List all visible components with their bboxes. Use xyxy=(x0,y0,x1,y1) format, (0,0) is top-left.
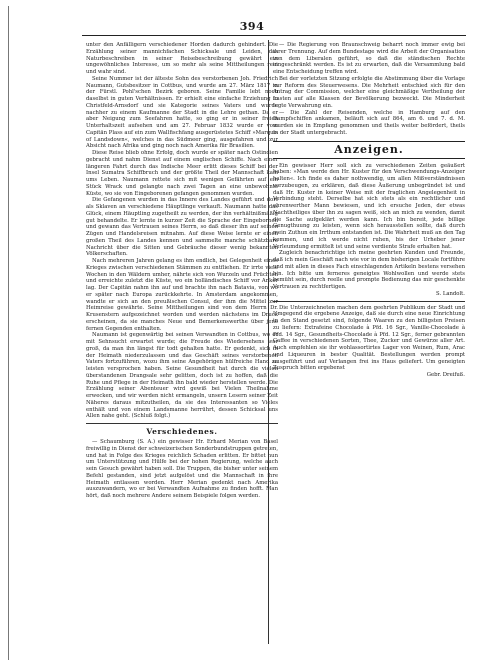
signature-1: S. Landolt. xyxy=(436,290,465,297)
column-divider xyxy=(268,40,269,644)
left-paragraph-4: Die Gefangenen wurden in das Innere des Landes geführt und dort als Sklaven an verschiedene Häuptlinge verkauft. Naumann hatte das Glück, einem Häuptling zugetheilt zu werden, der ihn verhältnißmäßig gut behandelte. Er lernte in kurzer Zeit die Sprache der Eingebornen und gewann das Vertrauen seines Herrn, so daß dieser ihn auf seinen Zügen und Handelsreisen mitnahm. Auf diese Weise lernte er einen großen Theil des Landes kennen und sammelte manche schätzbare Nachricht über die Sitten und Gebräuche dieser wenig bekannten Völkerschaften. xyxy=(86,197,278,258)
left-paragraph-2: Seine Nummer ist der älteste Sohn des verstorbenen Joh. Friedrich Naumann, Gutsbesitzer in Cottbus, und wurde am 27. März 1817 in der Fürstl. Pohl'schen Bezirk geboren. Seine Familie lebt noch daselbst in guten Verhältnissen. Er erhielt eine einfache Erziehung in Christfeld-Arnsdorf und sie Kategorie seines Vaters und wurde nachher zu einem Kaufmanne der Stadt in die Lehre gethan. Da er aber Neigung zum Seefahren hatte, so ging er in seiner freien Unterhaltszeit aufsehen und am 27. Februar 1832 wurde er vom Capitän Plass auf ein zum Wallfischfang ausgerüstetes Schiff »Marquis of Landsdown«, welches in das Südmeer ging, ausgefahren und zur Absicht nach Afrika und ging noch nach Amerika für Brasilien. xyxy=(86,75,278,150)
header-rule xyxy=(82,35,466,36)
misc-paragraph-1: — Schaumburg (S. A.) ein gewisser Hr. Erhard Merian von Basel freiwillig in Dienst der schweizerischen Sonderbundstruppen getreten, und hat in Folge des Krieges reichlich Schaden erlitten. Er bittet nun um Unterstützung und Hülfe bei der hohen Regierung, welche auch sein Gesuch gewährt haben soll. Die Truppen, die bisher unter seinem Befehl gestanden, sind jetzt aufgelöst und die Mannschaft in ihre Heimath entlassen worden. Herr Merian gedenkt nach Amerika auszuwandern, wo er bei Verwandten Aufnahme zu finden hofft. Man hört, daß noch mehrere Andere seinem Beispiele folgen werden. xyxy=(86,439,278,499)
right-paragraph-3: — Die Zahl der Reisenden, welche in Hamburg auf den Dampfschiffen ankamen, beläuft sich auf 864, am 6. und 7. d. M. wurden sie in Empfang genommen und theils weiter befördert, theils in der Stadt untergebracht. xyxy=(273,109,465,136)
ad-separator xyxy=(273,301,465,302)
right-paragraph-1: — Die Regierung von Braunschweig beharrt noch immer ewig bei ihrer Trennung. Auf dem Bundestage wird die Arbeit der Organisation von dem Liberalen geführt, so daß die ständischen Rechte eingeschränkt werden. Es ist zu erwarten, daß die Versammlung bald eine Entscheidung treffen wird. xyxy=(273,42,465,75)
left-column xyxy=(86,42,278,642)
section-title-verschiedenes: Verschiedenes. xyxy=(146,427,218,436)
ad-paragraph-3: Die Unterzeichneten machen dem geehrten Publikum der Stadt und Umgegend die ergebene Anzeige, daß sie durch eine neue Einrichtung in den Stand gesetzt sind, folgende Waaren zu den billigsten Preisen zu liefern: Extrafeine Chocolade à Pfd. 16 Sgr., Vanille-Chocolade à Pfd. 14 Sgr., Gesundheits-Chocolade à Pfd. 12 Sgr., ferner gebrannten Caffee in verschiedenen Sorten, Thee, Zucker und Gewürze aller Art. Auch empfehlen sie ihr wohlassortirtes Lager von Weinen, Rum, Arac und Liqueuren in bester Qualität. Bestellungen werden prompt ausgeführt und auf Verlangen frei ins Haus geliefert. Um geneigten Zuspruch bitten ergebenst xyxy=(273,304,465,372)
left-paragraph-3: Diese Reise blieb ohne Erfolg, doch wurde er später nach Ostindien gebracht und nahm Dienst auf einem englischen Schiffe. Nach einer längeren Fahrt durch das Indische Meer erlitt dieses Schiff bei der Insel Sumatra Schiffbruch und der größte Theil der Mannschaft kam ums Leben. Naumann rettete sich mit wenigen Gefährten auf ein Stück Wrack und gelangte nach zwei Tagen an eine unbewohnte Küste, wo sie von Eingeborenen gefangen genommen wurden. xyxy=(86,150,278,197)
right-column xyxy=(273,42,465,642)
left-paragraph-1: unter den Anfälligern verschiedener Horden dadurch gehindert. Die Erzählung seiner mannichfachen Schicksale und Leiden, das Naturbeschreiben in seiner Reisebeschreibung gewährt ein ungewöhnliches Interesse, um so mehr als seine Mittheilungen rein und wahr sind. xyxy=(86,42,278,75)
ad-paragraph-1: Ein gewisser Herr soll sich zu verschiedenen Zeiten geäußert haben: »Man werde den Hr. Kuster für den Verschwendungs-Anzeiger halten«. Ich finde es daher nothwendig, um allen Mißverständnissen vorzubeugen, zu erklären, daß diese Äußerung unbegründet ist und daß Hr. Kuster in keiner Weise mit der fraglichen Angelegenheit in Verbindung steht. Derselbe hat sich stets als ein rechtlicher und ehrenwerther Mann bewiesen, und ich ersuche Jeden, der etwas Nachtheiliges über ihn zu sagen weiß, sich an mich zu wenden, damit die Sache aufgeklärt werden kann. Ich bin bereit, jede billige Genugthuung zu leisten, wenn sich herausstellen sollte, daß durch mein Zuthun ein Irrthum entstanden ist. Die Wahrheit muß an den Tag kommen, und ich werde nicht ruhen, bis der Urheber jener Verleumdung ermittelt ist und seine verdiente Strafe erhalten hat. xyxy=(273,162,465,250)
right-paragraph-2: Bei der vorletzten Sitzung erfolgte die Abstimmung über die Vorlage zur Reform des Steuerwesens. Die Mehrheit entschied sich für den Antrag der Commission, welcher eine gleichmäßige Vertheilung der Lasten auf alle Klassen der Bevölkerung bezweckt. Die Minderheit legte Verwahrung ein. xyxy=(273,75,465,109)
page-number: 394 xyxy=(239,20,265,33)
left-paragraph-5: Nach mehreren Jahren gelang es ihm endlich, bei Gelegenheit eines Krieges zwischen verschiedenen Stämmen zu entfliehen. Er irrte viele Wochen in den Wäldern umher, nährte sich von Wurzeln und Früchten und erreichte zuletzt die Küste, wo ein holländisches Schiff vor Anker lag. Der Capitän nahm ihn auf und brachte ihn nach Batavia, von wo er später nach Europa zurückkehrte. In Amsterdam angekommen, wandte er sich an den preußischen Consul, der ihm die Mittel zur Heimreise gewährte. Seine Mittheilungen sind von dem Herrn Dr. Krusenstern aufgezeichnet worden und werden nächstens im Druck erscheinen, da sie manches Neue und Bemerkenswerthe über jene fernen Gegenden enthalten. xyxy=(86,258,278,332)
ad-paragraph-2: Zugleich benachrichtige ich meine geehrten Kunden und Freunde, daß ich mein Geschäft nach wie vor in dem bisherigen Locale fortführe und mit allen in dieses Fach einschlagenden Artikeln bestens versehen bin. Ich bitte um ferneres geneigtes Wohlwollen und werde stets bemüht sein, durch reelle und prompte Bedienung das mir geschenkte Vertrauen zu rechtfertigen. xyxy=(273,250,465,290)
section-separator xyxy=(86,423,278,424)
left-paragraph-6: Naumann ist gegenwärtig bei seinen Verwandten in Cottbus, wo er mit Sehnsucht erwartet wurde; die Freude des Wiedersehens war groß, da man ihn längst für todt gehalten hatte. Er gedenkt, sich in der Heimath niederzulassen und das Geschäft seines verstorbenen Vaters fortzuführen, wozu ihm seine Angehörigen hülfreiche Hand zu leisten versprochen haben. Seine Gesundheit hat durch die vielen überstandenen Drangsale sehr gelitten, doch ist zu hoffen, daß die Ruhe und Pflege in der Heimath ihn bald wieder herstellen werde. Die Erzählung seiner Abenteuer wird gewiß bei Vielen Theilnahme erwecken, und wir werden nicht ermangeln, unsern Lesern seiner Zeit Näheres daraus mitzutheilen, da sie des Interessanten so Vieles enthält und von einem Landsmanne herrührt, dessen Schicksal uns Allen nahe geht. (Schluß folgt.) xyxy=(86,332,278,420)
section-title-anzeigen: Anzeigen. xyxy=(273,141,465,159)
signature-2: Gebr. Dreifuß. xyxy=(426,372,465,378)
